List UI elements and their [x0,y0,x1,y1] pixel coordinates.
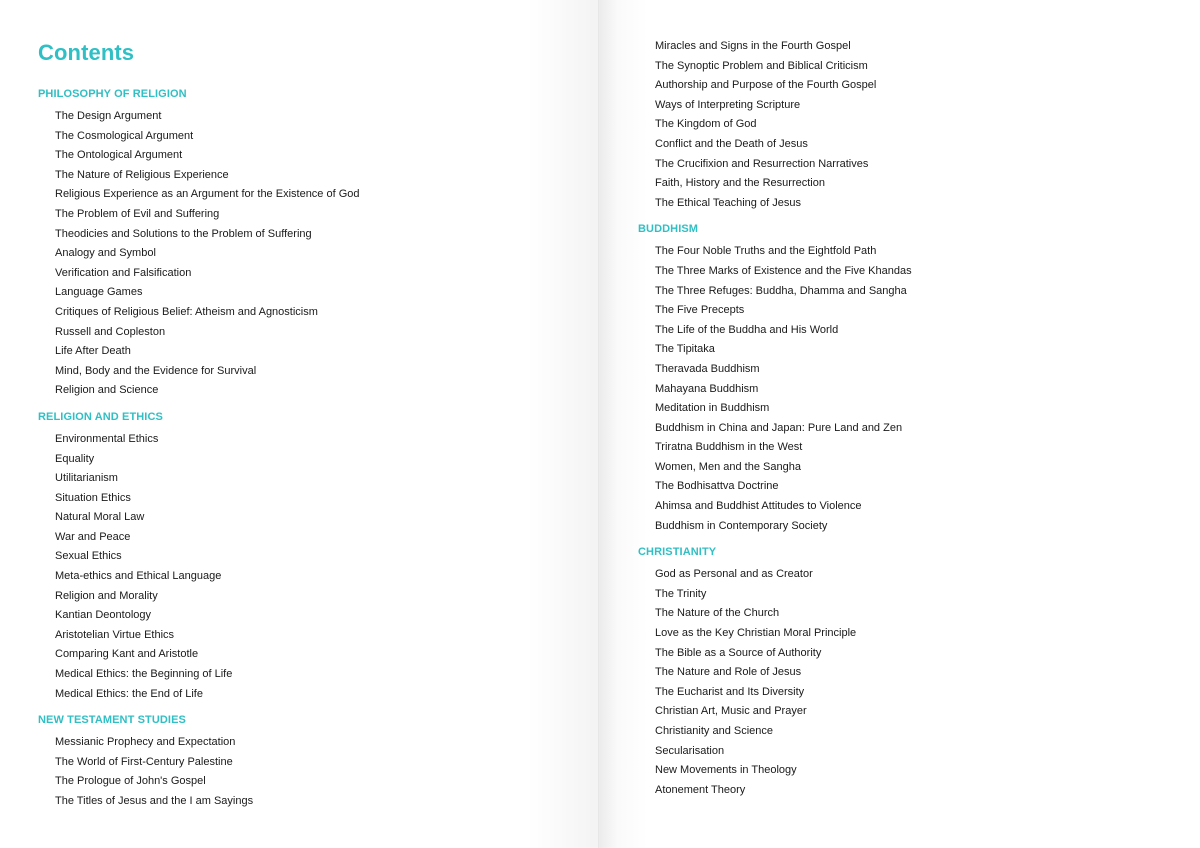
section-heading: CHRISTIANITY [638,546,717,559]
chapter-entry[interactable]: Aristotelian Virtue Ethics [55,628,175,641]
section-heading: RELIGION AND ETHICS [38,410,163,423]
chapter-entry[interactable]: The Design Argument [55,110,162,122]
chapter-entry[interactable]: The Crucifixion and Resurrection Narratives [655,157,869,170]
section-heading: BUDDHISM [638,223,699,236]
chapter-entry[interactable]: The Eucharist and Its Diversity [655,685,805,698]
chapter-entry[interactable]: Medical Ethics: the End of Life [55,687,203,700]
chapter-entry[interactable]: The Three Marks of Existence and the Five Khandas [655,264,912,277]
chapter-entry[interactable]: The Synoptic Problem and Biblical Criticism [655,59,868,72]
chapter-list [638,37,912,213]
chapter-entry[interactable]: The Prologue of John's Gospel [55,775,206,788]
chapter-entry[interactable]: Faith, History and the Resurrection [655,177,825,190]
chapter-entry[interactable]: Ahimsa and Buddhist Attitudes to Violence [655,500,862,513]
chapter-entry[interactable]: The Five Precepts [655,304,745,317]
chapter-entry[interactable]: Situation Ethics [55,491,131,504]
chapter-entry[interactable]: Critiques of Religious Belief: Atheism and Agnosticism [55,305,318,318]
chapter-entry[interactable]: Atonement Theory [655,783,746,796]
chapter-entry[interactable]: Theravada Buddhism [655,362,760,375]
left-column [38,86,360,812]
chapter-entry[interactable]: Religion and Science [55,384,159,397]
chapter-entry[interactable]: Mind, Body and the Evidence for Survival [55,364,257,377]
chapter-entry[interactable]: The Three Refuges: Buddha, Dhamma and Sangha [655,284,907,297]
chapter-entry[interactable]: The Nature of Religious Experience [55,168,229,181]
chapter-entry[interactable]: Meta-ethics and Ethical Language [55,570,222,583]
chapter-entry[interactable]: The Bodhisattva Doctrine [655,480,779,493]
chapter-list [38,430,360,704]
chapter-entry[interactable]: The Ontological Argument [55,149,183,162]
chapter-entry[interactable]: The World of First-Century Palestine [55,755,233,768]
chapter-entry[interactable]: Religion and Morality [55,589,158,602]
chapter-entry[interactable]: Buddhism in Contemporary Society [655,519,828,532]
chapter-entry[interactable]: Love as the Key Christian Moral Principle [655,627,857,640]
chapter-entry[interactable]: The Cosmological Argument [55,129,194,142]
chapter-entry[interactable]: Conflict and the Death of Jesus [655,137,808,150]
contents-title: Contents [38,40,135,65]
chapter-entry[interactable]: Russell and Copleston [55,325,166,338]
chapter-list [638,242,912,536]
chapter-entry[interactable]: The Life of the Buddha and His World [655,323,839,336]
chapter-entry[interactable]: The Titles of Jesus and the I am Sayings [55,795,254,807]
chapter-entry[interactable]: Theodicies and Solutions to the Problem of Suffering [55,227,312,240]
chapter-entry[interactable]: The Nature and Role of Jesus [655,666,802,679]
section-religion-and-ethics [38,409,360,704]
chapter-entry[interactable]: Authorship and Purpose of the Fourth Gospel [655,79,877,92]
chapter-entry[interactable]: Life After Death [55,345,131,358]
section-new-testament-studies [38,712,360,811]
chapter-entry[interactable]: Secularisation [655,744,725,757]
chapter-entry[interactable]: Environmental Ethics [55,432,159,445]
chapter-entry[interactable]: God as Personal and as Creator [655,568,813,581]
chapter-entry[interactable]: The Nature of the Church [655,607,780,620]
chapter-entry[interactable]: Meditation in Buddhism [655,402,770,415]
chapter-entry[interactable]: War and Peace [55,530,131,543]
chapter-entry[interactable]: Natural Moral Law [55,511,145,524]
chapter-entry[interactable]: Sexual Ethics [55,550,122,563]
chapter-entry[interactable]: Christianity and Science [655,725,774,737]
chapter-entry[interactable]: Religious Experience as an Argument for the Existence of God [55,188,360,201]
chapter-entry[interactable]: The Tipitaka [655,343,715,356]
section-continued [638,37,912,213]
chapter-entry[interactable]: Triratna Buddhism in the West [655,441,803,454]
chapter-entry[interactable]: The Ethical Teaching of Jesus [655,196,801,209]
chapter-entry[interactable]: Mahayana Buddhism [655,382,759,395]
chapter-list [638,565,912,800]
chapter-entry[interactable]: Miracles and Signs in the Fourth Gospel [655,40,851,52]
chapter-entry[interactable]: Equality [55,452,95,465]
chapter-entry[interactable]: Medical Ethics: the Beginning of Life [55,668,233,681]
chapter-entry[interactable]: Utilitarianism [55,472,118,485]
section-buddhism [638,221,912,536]
chapter-entry[interactable]: The Kingdom of God [655,118,757,131]
chapter-list [38,733,360,811]
chapter-entry[interactable]: Buddhism in China and Japan: Pure Land and Zen [655,421,903,434]
chapter-entry[interactable]: Women, Men and the Sangha [655,460,801,473]
right-column [638,37,912,800]
chapter-list [38,107,360,401]
section-philosophy-of-religion [38,86,360,401]
chapter-entry[interactable]: Verification and Falsification [55,266,192,279]
chapter-entry[interactable]: The Trinity [655,587,707,600]
chapter-entry[interactable]: Language Games [55,286,143,299]
section-heading: PHILOSOPHY OF RELIGION [38,88,187,100]
chapter-entry[interactable]: Comparing Kant and Aristotle [55,648,199,661]
chapter-entry[interactable]: Christian Art, Music and Prayer [655,705,807,718]
chapter-entry[interactable]: Ways of Interpreting Scripture [655,98,801,111]
right-page [600,0,1200,848]
chapter-entry[interactable]: Messianic Prophecy and Expectation [55,736,236,749]
chapter-entry[interactable]: The Bible as a Source of Authority [655,646,822,659]
chapter-entry[interactable]: The Four Noble Truths and the Eightfold Path [655,245,877,258]
chapter-entry[interactable]: New Movements in Theology [655,764,797,777]
chapter-entry[interactable]: Kantian Deontology [55,609,152,622]
chapter-entry[interactable]: The Problem of Evil and Suffering [55,207,220,220]
chapter-entry[interactable]: Analogy and Symbol [55,247,156,260]
section-heading: NEW TESTAMENT STUDIES [38,714,186,727]
section-christianity [638,544,912,800]
